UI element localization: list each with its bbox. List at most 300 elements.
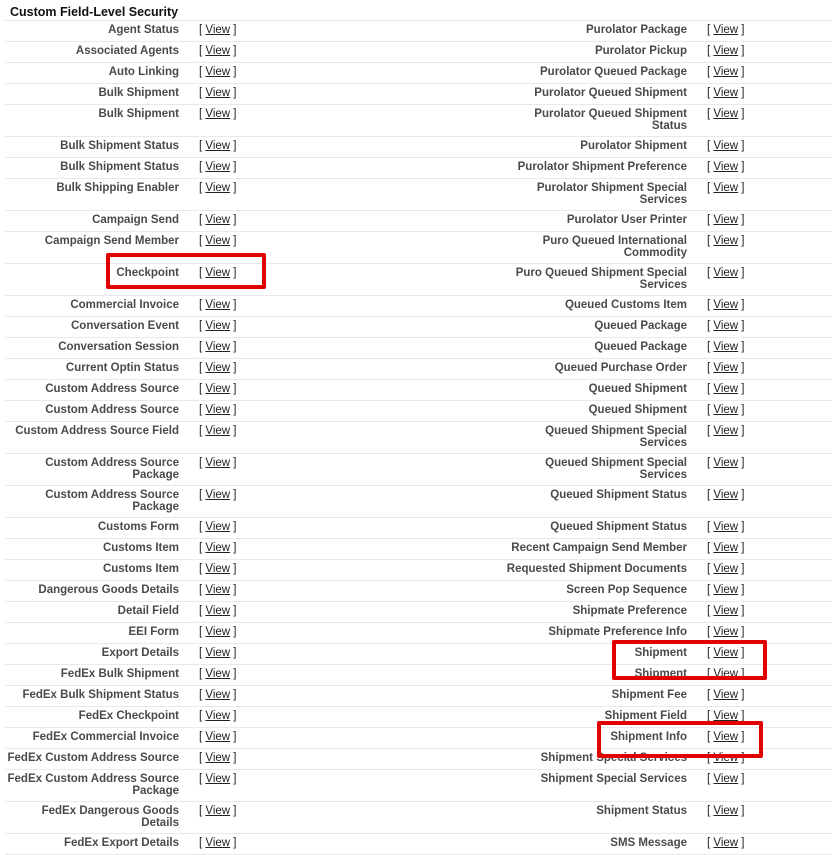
view-link-left-21[interactable]: View — [205, 542, 231, 554]
field-label-right: Shipment — [499, 665, 707, 686]
view-action-cell — [707, 602, 832, 623]
section-title: Custom Field-Level Security — [10, 5, 179, 19]
view-link-left-0[interactable]: View — [205, 24, 231, 36]
bracket-close: ] — [738, 668, 745, 680]
bracket-open: [ — [707, 267, 714, 279]
view-action-cell — [707, 623, 832, 644]
bracket-close: ] — [230, 214, 237, 226]
bracket-open: [ — [707, 457, 714, 469]
view-link-right-28[interactable]: View — [713, 689, 739, 701]
view-link-right-8[interactable]: View — [713, 214, 739, 226]
field-label-right: Purolator Pickup — [499, 42, 707, 63]
bracket-close: ] — [738, 425, 745, 437]
view-link-left-31[interactable]: View — [205, 752, 231, 764]
field-label-right: Shipment Special Services — [499, 749, 707, 770]
bracket-open: [ — [707, 320, 714, 332]
bracket-close: ] — [738, 805, 745, 817]
field-label-right: Queued Shipment — [499, 401, 707, 422]
bracket-open: [ — [707, 24, 714, 36]
field-label-right: Queued Package — [499, 317, 707, 338]
field-level-security-table — [5, 21, 832, 855]
view-action-cell — [707, 518, 832, 539]
view-link-left-20[interactable]: View — [205, 521, 231, 533]
view-link-left-23[interactable]: View — [205, 584, 231, 596]
bracket-close: ] — [230, 489, 237, 501]
table-row — [5, 179, 832, 211]
view-action-cell — [199, 179, 499, 211]
field-label-right: SMS Message — [499, 834, 707, 855]
field-label-right: Puro Queued Shipment Special Services — [499, 264, 707, 296]
view-link-left-25[interactable]: View — [205, 626, 231, 638]
view-link-right-21[interactable]: View — [713, 542, 739, 554]
view-action-cell — [199, 623, 499, 644]
bracket-open: [ — [199, 108, 206, 120]
view-link-left-8[interactable]: View — [205, 214, 231, 226]
view-link-right-20[interactable]: View — [713, 521, 739, 533]
view-action-cell — [199, 518, 499, 539]
view-action-cell — [707, 137, 832, 158]
view-action-cell — [199, 422, 499, 454]
view-action-cell — [707, 454, 832, 486]
view-link-right-0[interactable]: View — [713, 24, 739, 36]
view-link-left-29[interactable]: View — [205, 710, 231, 722]
view-action-cell — [199, 644, 499, 665]
bracket-close: ] — [230, 66, 237, 78]
table-row — [5, 380, 832, 401]
view-action-cell — [199, 158, 499, 179]
field-label-left: Custom Address Source Field — [5, 422, 199, 454]
bracket-close: ] — [738, 689, 745, 701]
view-action-cell — [199, 665, 499, 686]
view-link-left-6[interactable]: View — [205, 161, 231, 173]
view-action-cell — [707, 486, 832, 518]
bracket-open: [ — [199, 87, 206, 99]
view-action-cell — [707, 802, 832, 834]
bracket-open: [ — [199, 805, 206, 817]
bracket-close: ] — [230, 584, 237, 596]
view-link-left-7[interactable]: View — [205, 182, 231, 194]
view-action-cell — [707, 42, 832, 63]
bracket-open: [ — [707, 647, 714, 659]
field-label-left: FedEx Custom Address Source Package — [5, 770, 199, 802]
bracket-open: [ — [199, 299, 206, 311]
view-link-left-10[interactable]: View — [205, 267, 231, 279]
view-link-right-34[interactable]: View — [713, 837, 739, 849]
view-link-left-16[interactable]: View — [205, 404, 231, 416]
bracket-close: ] — [230, 626, 237, 638]
bracket-close: ] — [230, 182, 237, 194]
table-row — [5, 539, 832, 560]
bracket-open: [ — [199, 383, 206, 395]
view-action-cell — [199, 770, 499, 802]
view-link-right-16[interactable]: View — [713, 404, 739, 416]
bracket-close: ] — [738, 489, 745, 501]
view-link-left-34[interactable]: View — [205, 837, 231, 849]
bracket-close: ] — [738, 341, 745, 353]
field-label-left: Custom Address Source — [5, 401, 199, 422]
view-link-right-33[interactable]: View — [713, 805, 739, 817]
view-link-right-25[interactable]: View — [713, 626, 739, 638]
bracket-close: ] — [230, 362, 237, 374]
bracket-close: ] — [230, 710, 237, 722]
field-label-left: Campaign Send — [5, 211, 199, 232]
view-action-cell — [199, 264, 499, 296]
bracket-open: [ — [707, 605, 714, 617]
table-row — [5, 518, 832, 539]
view-link-left-4[interactable]: View — [205, 108, 231, 120]
view-action-cell — [707, 834, 832, 855]
view-link-right-30[interactable]: View — [713, 731, 739, 743]
field-label-left: Bulk Shipment Status — [5, 137, 199, 158]
view-link-left-15[interactable]: View — [205, 383, 231, 395]
table-row — [5, 644, 832, 665]
field-label-left: Agent Status — [5, 21, 199, 42]
bracket-close: ] — [230, 542, 237, 554]
view-link-right-18[interactable]: View — [713, 457, 739, 469]
bracket-open: [ — [199, 45, 206, 57]
bracket-close: ] — [738, 773, 745, 785]
view-link-right-6[interactable]: View — [713, 161, 739, 173]
bracket-close: ] — [230, 24, 237, 36]
field-label-right: Queued Shipment — [499, 380, 707, 401]
view-link-right-4[interactable]: View — [713, 108, 739, 120]
bracket-open: [ — [707, 584, 714, 596]
field-label-left: Auto Linking — [5, 63, 199, 84]
field-label-right: Shipment Field — [499, 707, 707, 728]
view-link-left-5[interactable]: View — [205, 140, 231, 152]
bracket-open: [ — [199, 647, 206, 659]
bracket-close: ] — [738, 161, 745, 173]
bracket-open: [ — [707, 805, 714, 817]
bracket-open: [ — [199, 773, 206, 785]
view-action-cell — [199, 211, 499, 232]
bracket-open: [ — [707, 341, 714, 353]
table-row — [5, 317, 832, 338]
view-link-right-5[interactable]: View — [713, 140, 739, 152]
bracket-close: ] — [738, 45, 745, 57]
bracket-close: ] — [738, 87, 745, 99]
field-label-left: FedEx Commercial Invoice — [5, 728, 199, 749]
view-link-right-3[interactable]: View — [713, 87, 739, 99]
field-label-left: Custom Address Source Package — [5, 454, 199, 486]
table-row — [5, 560, 832, 581]
bracket-close: ] — [230, 837, 237, 849]
bracket-close: ] — [738, 752, 745, 764]
bracket-open: [ — [707, 66, 714, 78]
bracket-open: [ — [707, 161, 714, 173]
table-row — [5, 749, 832, 770]
table-row — [5, 422, 832, 454]
field-label-left: Bulk Shipment Status — [5, 158, 199, 179]
bracket-close: ] — [738, 66, 745, 78]
view-link-left-12[interactable]: View — [205, 320, 231, 332]
field-label-left: FedEx Custom Address Source — [5, 749, 199, 770]
bracket-close: ] — [230, 87, 237, 99]
table-row — [5, 686, 832, 707]
view-link-left-28[interactable]: View — [205, 689, 231, 701]
field-label-left: Current Optin Status — [5, 359, 199, 380]
bracket-open: [ — [199, 161, 206, 173]
view-action-cell — [707, 158, 832, 179]
view-link-right-1[interactable]: View — [713, 45, 739, 57]
view-link-left-2[interactable]: View — [205, 66, 231, 78]
view-link-right-32[interactable]: View — [713, 773, 739, 785]
table-row — [5, 137, 832, 158]
bracket-close: ] — [230, 320, 237, 332]
field-label-right: Recent Campaign Send Member — [499, 539, 707, 560]
field-label-left: FedEx Bulk Shipment Status — [5, 686, 199, 707]
bracket-close: ] — [738, 605, 745, 617]
table-row — [5, 802, 832, 834]
table-row — [5, 665, 832, 686]
view-link-right-13[interactable]: View — [713, 341, 739, 353]
view-action-cell — [199, 380, 499, 401]
field-label-right: Queued Customs Item — [499, 296, 707, 317]
bracket-close: ] — [738, 299, 745, 311]
field-label-left: Checkpoint — [5, 264, 199, 296]
view-link-left-13[interactable]: View — [205, 341, 231, 353]
view-link-left-1[interactable]: View — [205, 45, 231, 57]
view-link-right-24[interactable]: View — [713, 605, 739, 617]
field-label-right: Screen Pop Sequence — [499, 581, 707, 602]
view-action-cell — [707, 644, 832, 665]
bracket-close: ] — [738, 837, 745, 849]
view-action-cell — [199, 560, 499, 581]
field-label-right: Shipmate Preference — [499, 602, 707, 623]
bracket-open: [ — [199, 584, 206, 596]
table-row — [5, 264, 832, 296]
table-row — [5, 623, 832, 644]
view-action-cell — [707, 422, 832, 454]
view-action-cell — [199, 296, 499, 317]
bracket-close: ] — [230, 404, 237, 416]
view-link-right-10[interactable]: View — [713, 267, 739, 279]
view-action-cell — [707, 63, 832, 84]
view-action-cell — [199, 63, 499, 84]
bracket-close: ] — [230, 563, 237, 575]
bracket-open: [ — [707, 182, 714, 194]
field-label-right: Queued Shipment Special Services — [499, 454, 707, 486]
view-link-right-29[interactable]: View — [713, 710, 739, 722]
bracket-close: ] — [230, 108, 237, 120]
view-link-right-31[interactable]: View — [713, 752, 739, 764]
view-action-cell — [707, 560, 832, 581]
bracket-open: [ — [707, 235, 714, 247]
field-label-left: EEI Form — [5, 623, 199, 644]
bracket-open: [ — [199, 563, 206, 575]
bracket-open: [ — [199, 837, 206, 849]
bracket-close: ] — [230, 731, 237, 743]
view-link-left-3[interactable]: View — [205, 87, 231, 99]
bracket-close: ] — [230, 161, 237, 173]
view-link-left-14[interactable]: View — [205, 362, 231, 374]
view-link-left-17[interactable]: View — [205, 425, 231, 437]
view-link-right-17[interactable]: View — [713, 425, 739, 437]
view-action-cell — [707, 728, 832, 749]
view-action-cell — [707, 232, 832, 264]
bracket-open: [ — [707, 773, 714, 785]
view-link-right-15[interactable]: View — [713, 383, 739, 395]
bracket-open: [ — [199, 24, 206, 36]
view-link-right-9[interactable]: View — [713, 235, 739, 247]
bracket-close: ] — [230, 668, 237, 680]
bracket-open: [ — [707, 45, 714, 57]
table-row — [5, 105, 832, 137]
bracket-open: [ — [707, 563, 714, 575]
view-link-right-11[interactable]: View — [713, 299, 739, 311]
field-label-left: Bulk Shipment — [5, 84, 199, 105]
view-link-left-27[interactable]: View — [205, 668, 231, 680]
bracket-close: ] — [738, 214, 745, 226]
view-action-cell — [199, 539, 499, 560]
view-link-left-22[interactable]: View — [205, 563, 231, 575]
field-label-left: Customs Item — [5, 560, 199, 581]
bracket-open: [ — [199, 489, 206, 501]
bracket-close: ] — [738, 362, 745, 374]
view-action-cell — [707, 21, 832, 42]
bracket-open: [ — [199, 404, 206, 416]
view-action-cell — [199, 686, 499, 707]
view-action-cell — [707, 665, 832, 686]
field-label-left: Conversation Event — [5, 317, 199, 338]
field-label-left: FedEx Dangerous Goods Details — [5, 802, 199, 834]
bracket-close: ] — [738, 457, 745, 469]
bracket-open: [ — [707, 837, 714, 849]
view-action-cell — [199, 21, 499, 42]
view-action-cell — [199, 802, 499, 834]
view-link-left-32[interactable]: View — [205, 773, 231, 785]
bracket-close: ] — [738, 108, 745, 120]
view-link-left-30[interactable]: View — [205, 731, 231, 743]
bracket-close: ] — [738, 647, 745, 659]
bracket-close: ] — [230, 689, 237, 701]
field-label-left: FedEx Export Details — [5, 834, 199, 855]
view-link-left-33[interactable]: View — [205, 805, 231, 817]
view-action-cell — [707, 264, 832, 296]
bracket-open: [ — [707, 299, 714, 311]
field-label-right: Shipment — [499, 644, 707, 665]
bracket-open: [ — [707, 731, 714, 743]
bracket-close: ] — [738, 626, 745, 638]
view-link-right-19[interactable]: View — [713, 489, 739, 501]
view-action-cell — [707, 179, 832, 211]
view-action-cell — [199, 317, 499, 338]
field-label-right: Purolator User Printer — [499, 211, 707, 232]
field-label-right: Purolator Queued Package — [499, 63, 707, 84]
bracket-open: [ — [707, 108, 714, 120]
bracket-open: [ — [199, 521, 206, 533]
table-row — [5, 401, 832, 422]
view-action-cell — [707, 84, 832, 105]
bracket-open: [ — [707, 710, 714, 722]
field-label-left: Conversation Session — [5, 338, 199, 359]
bracket-close: ] — [230, 521, 237, 533]
field-label-left: Detail Field — [5, 602, 199, 623]
field-label-left: Campaign Send Member — [5, 232, 199, 264]
view-action-cell — [199, 581, 499, 602]
table-row — [5, 42, 832, 63]
field-label-right: Queued Shipment Special Services — [499, 422, 707, 454]
bracket-close: ] — [738, 710, 745, 722]
view-link-right-22[interactable]: View — [713, 563, 739, 575]
bracket-open: [ — [199, 542, 206, 554]
field-label-left: Commercial Invoice — [5, 296, 199, 317]
view-link-left-19[interactable]: View — [205, 489, 231, 501]
field-label-right: Purolator Shipment Special Services — [499, 179, 707, 211]
view-link-left-11[interactable]: View — [205, 299, 231, 311]
bracket-open: [ — [707, 626, 714, 638]
view-action-cell — [707, 707, 832, 728]
view-action-cell — [199, 834, 499, 855]
field-label-right: Requested Shipment Documents — [499, 560, 707, 581]
field-label-left: Custom Address Source — [5, 380, 199, 401]
table-row — [5, 834, 832, 855]
bracket-close: ] — [738, 182, 745, 194]
view-link-left-26[interactable]: View — [205, 647, 231, 659]
view-link-right-27[interactable]: View — [713, 668, 739, 680]
table-row — [5, 602, 832, 623]
view-link-right-26[interactable]: View — [713, 647, 739, 659]
bracket-close: ] — [738, 404, 745, 416]
bracket-close: ] — [738, 24, 745, 36]
view-action-cell — [199, 42, 499, 63]
view-link-left-24[interactable]: View — [205, 605, 231, 617]
view-link-left-9[interactable]: View — [205, 235, 231, 247]
field-label-left: FedEx Checkpoint — [5, 707, 199, 728]
bracket-close: ] — [230, 457, 237, 469]
field-label-left: Export Details — [5, 644, 199, 665]
bracket-close: ] — [738, 563, 745, 575]
bracket-close: ] — [230, 805, 237, 817]
bracket-close: ] — [230, 45, 237, 57]
bracket-close: ] — [738, 383, 745, 395]
bracket-open: [ — [199, 140, 206, 152]
field-label-right: Puro Queued International Commodity — [499, 232, 707, 264]
bracket-open: [ — [199, 626, 206, 638]
view-link-right-2[interactable]: View — [713, 66, 739, 78]
view-link-right-23[interactable]: View — [713, 584, 739, 596]
view-action-cell — [707, 770, 832, 802]
bracket-open: [ — [707, 668, 714, 680]
view-link-left-18[interactable]: View — [205, 457, 231, 469]
table-row — [5, 581, 832, 602]
field-label-right: Queued Shipment Status — [499, 518, 707, 539]
bracket-open: [ — [199, 341, 206, 353]
view-action-cell — [707, 749, 832, 770]
view-link-right-12[interactable]: View — [713, 320, 739, 332]
bracket-close: ] — [738, 140, 745, 152]
bracket-close: ] — [230, 267, 237, 279]
view-link-right-14[interactable]: View — [713, 362, 739, 374]
bracket-open: [ — [199, 182, 206, 194]
field-label-right: Purolator Package — [499, 21, 707, 42]
view-action-cell — [707, 581, 832, 602]
view-link-right-7[interactable]: View — [713, 182, 739, 194]
field-label-left: Custom Address Source Package — [5, 486, 199, 518]
table-row — [5, 707, 832, 728]
bracket-open: [ — [199, 425, 206, 437]
view-action-cell — [199, 338, 499, 359]
table-row — [5, 211, 832, 232]
table-row — [5, 84, 832, 105]
view-action-cell — [707, 401, 832, 422]
view-action-cell — [199, 486, 499, 518]
view-action-cell — [199, 401, 499, 422]
view-action-cell — [199, 454, 499, 486]
table-row — [5, 21, 832, 42]
view-action-cell — [199, 105, 499, 137]
field-label-right: Shipment Info — [499, 728, 707, 749]
